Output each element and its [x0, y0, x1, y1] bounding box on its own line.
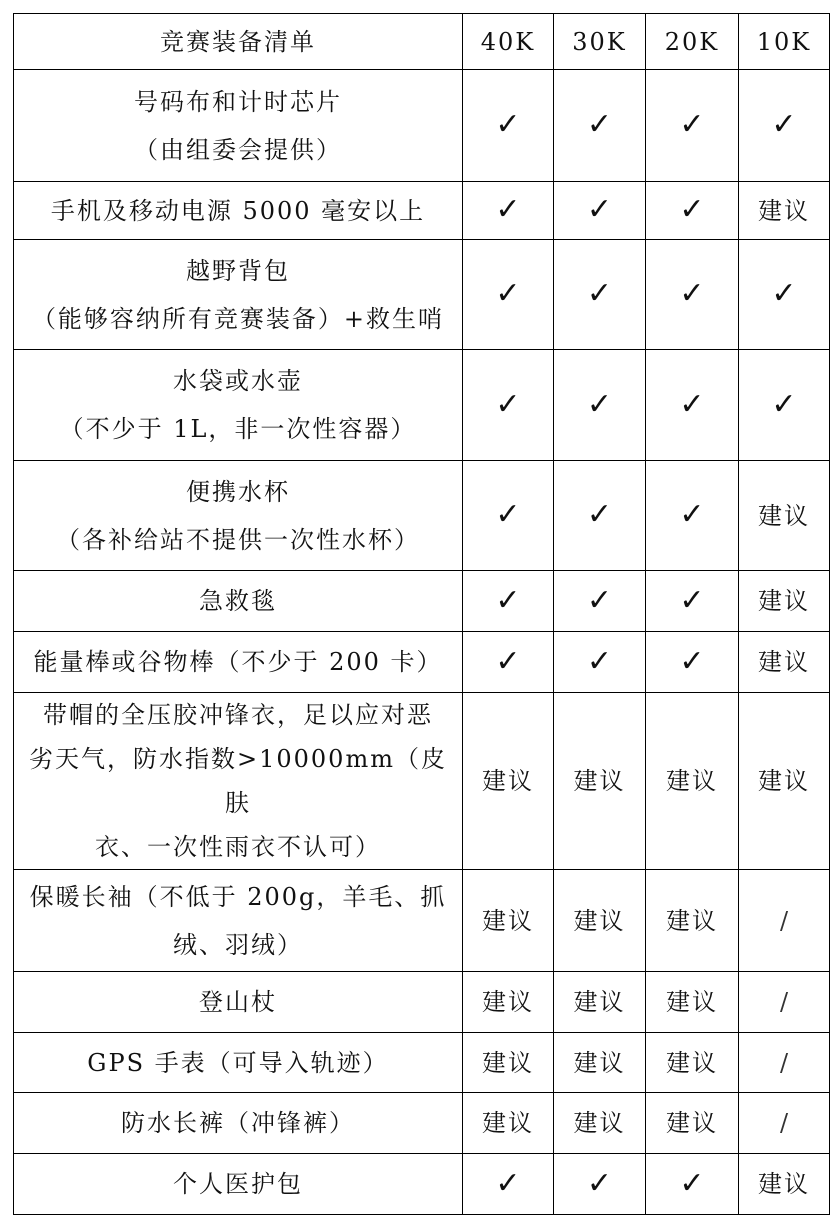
status-cell-10k	[739, 870, 830, 972]
item-name-cell	[14, 1033, 463, 1093]
check-icon: ✓	[679, 1165, 705, 1201]
table-header-row	[14, 14, 830, 70]
item-name-line: 保暖长袖（不低于 200g，羊毛、抓	[29, 882, 447, 911]
equipment-checklist-table	[13, 13, 830, 1215]
check-icon: ✓	[771, 276, 797, 311]
status-cell-10k	[739, 70, 830, 182]
item-name-cell	[14, 182, 463, 240]
status-cell-40k	[463, 972, 554, 1033]
status-cell-20k	[646, 632, 739, 693]
status-cell-40k	[463, 182, 554, 240]
item-name-line: 号码布和计时芯片	[134, 87, 342, 116]
recommended-label: 建议	[758, 1170, 810, 1198]
table-row	[14, 632, 830, 693]
status-cell-40k	[463, 240, 554, 350]
table-body	[14, 14, 830, 1215]
status-cell-10k	[739, 693, 830, 870]
status-cell-30k	[554, 461, 646, 571]
status-cell-40k	[463, 571, 554, 632]
check-icon: ✓	[679, 643, 705, 679]
status-cell-10k	[739, 461, 830, 571]
recommended-label: 建议	[666, 767, 718, 795]
recommended-label: 建议	[482, 1109, 534, 1137]
item-name-line: 衣、一次性雨衣不认可）	[95, 833, 381, 861]
status-cell-30k	[554, 1154, 646, 1215]
header-item-column: 竞赛装备清单	[14, 14, 463, 70]
item-name-line: 急救毯	[199, 587, 277, 615]
check-icon: ✓	[586, 643, 613, 679]
item-name-cell	[14, 1093, 463, 1154]
not-applicable-mark: /	[779, 1048, 789, 1077]
check-icon: ✓	[679, 497, 705, 532]
status-cell-20k	[646, 972, 739, 1033]
table-row	[14, 240, 830, 350]
item-name-line: （由组委会提供）	[134, 135, 342, 164]
item-name-line: 越野背包	[186, 256, 290, 285]
status-cell-30k	[554, 1093, 646, 1154]
recommended-label: 建议	[666, 906, 718, 935]
item-name-line: 个人医护包	[173, 1170, 303, 1198]
recommended-label: 建议	[573, 1109, 626, 1137]
status-cell-10k	[739, 1154, 830, 1215]
table-row	[14, 693, 830, 870]
status-cell-20k	[646, 350, 739, 461]
item-name-line: 登山杖	[199, 988, 277, 1016]
check-icon: ✓	[495, 643, 521, 679]
status-cell-20k	[646, 693, 739, 870]
status-cell-40k	[463, 70, 554, 182]
status-cell-30k	[554, 70, 646, 182]
item-name-line: （能够容纳所有竞赛装备）+救生哨	[31, 304, 445, 333]
status-cell-20k	[646, 182, 739, 240]
status-cell-30k	[554, 240, 646, 350]
not-applicable-mark: /	[779, 906, 789, 935]
status-cell-20k	[646, 1154, 739, 1215]
status-cell-10k	[739, 571, 830, 632]
status-cell-40k	[463, 1093, 554, 1154]
check-icon: ✓	[586, 1165, 613, 1201]
check-icon: ✓	[586, 386, 613, 422]
check-icon: ✓	[586, 192, 613, 227]
check-icon: ✓	[679, 386, 705, 422]
check-icon: ✓	[495, 107, 521, 142]
item-name-cell	[14, 350, 463, 461]
table-row	[14, 182, 830, 240]
recommended-label: 建议	[573, 1048, 626, 1077]
check-icon: ✓	[495, 497, 521, 532]
item-name-line: 水袋或水壶	[173, 367, 303, 395]
status-cell-40k	[463, 461, 554, 571]
item-name-cell	[14, 240, 463, 350]
item-name-line: GPS 手表（可导入轨迹）	[87, 1048, 389, 1077]
table-row	[14, 70, 830, 182]
status-cell-30k	[554, 350, 646, 461]
item-name-line: （各补给站不提供一次性水杯）	[56, 525, 420, 554]
header-30k: 30K	[554, 14, 646, 70]
status-cell-40k	[463, 1154, 554, 1215]
recommended-label: 建议	[666, 1048, 718, 1077]
recommended-label: 建议	[758, 196, 810, 225]
status-cell-10k	[739, 972, 830, 1033]
check-icon: ✓	[586, 582, 613, 618]
status-cell-30k	[554, 182, 646, 240]
header-10k: 10K	[739, 14, 830, 70]
check-icon: ✓	[679, 582, 705, 618]
check-icon: ✓	[586, 107, 613, 142]
item-name-line: 劣天气，防水指数>10000mm（皮肤	[29, 745, 447, 817]
status-cell-20k	[646, 461, 739, 571]
recommended-label: 建议	[482, 906, 534, 935]
status-cell-10k	[739, 632, 830, 693]
item-name-cell	[14, 972, 463, 1033]
table-row	[14, 461, 830, 571]
table-row	[14, 571, 830, 632]
recommended-label: 建议	[758, 648, 810, 676]
check-icon: ✓	[771, 386, 797, 422]
item-name-line: 防水长裤（冲锋裤）	[121, 1109, 355, 1137]
table-row	[14, 1154, 830, 1215]
check-icon: ✓	[679, 192, 705, 227]
table-row	[14, 972, 830, 1033]
status-cell-10k	[739, 182, 830, 240]
status-cell-10k	[739, 350, 830, 461]
header-20k: 20K	[646, 14, 739, 70]
recommended-label: 建议	[573, 988, 626, 1016]
item-name-line: 绒、羽绒）	[173, 930, 303, 959]
check-icon: ✓	[495, 192, 521, 227]
status-cell-40k	[463, 870, 554, 972]
status-cell-40k	[463, 1033, 554, 1093]
recommended-label: 建议	[666, 1109, 718, 1137]
table-row	[14, 1093, 830, 1154]
recommended-label: 建议	[758, 501, 810, 530]
item-name-cell	[14, 632, 463, 693]
status-cell-30k	[554, 632, 646, 693]
check-icon: ✓	[679, 276, 705, 311]
check-icon: ✓	[586, 497, 613, 532]
table-row	[14, 870, 830, 972]
status-cell-10k	[739, 1093, 830, 1154]
recommended-label: 建议	[482, 988, 534, 1016]
item-name-line: 带帽的全压胶冲锋衣，足以应对恶	[43, 701, 433, 729]
status-cell-30k	[554, 1033, 646, 1093]
item-name-cell	[14, 571, 463, 632]
recommended-label: 建议	[758, 587, 810, 615]
check-icon: ✓	[679, 107, 705, 142]
table-row	[14, 350, 830, 461]
status-cell-20k	[646, 1033, 739, 1093]
status-cell-20k	[646, 870, 739, 972]
recommended-label: 建议	[573, 767, 626, 795]
status-cell-20k	[646, 571, 739, 632]
check-icon: ✓	[495, 276, 521, 311]
table-row	[14, 1033, 830, 1093]
status-cell-30k	[554, 972, 646, 1033]
check-icon: ✓	[495, 582, 521, 618]
status-cell-40k	[463, 693, 554, 870]
check-icon: ✓	[495, 386, 521, 422]
status-cell-10k	[739, 1033, 830, 1093]
status-cell-10k	[739, 240, 830, 350]
item-name-cell	[14, 70, 463, 182]
status-cell-40k	[463, 632, 554, 693]
item-name-cell	[14, 1154, 463, 1215]
recommended-label: 建议	[482, 767, 534, 795]
status-cell-20k	[646, 1093, 739, 1154]
recommended-label: 建议	[666, 988, 718, 1016]
item-name-line: （不少于 1L，非一次性容器）	[59, 415, 417, 443]
item-name-cell	[14, 461, 463, 571]
recommended-label: 建议	[482, 1048, 534, 1077]
status-cell-20k	[646, 240, 739, 350]
item-name-cell	[14, 693, 463, 870]
status-cell-30k	[554, 870, 646, 972]
not-applicable-mark: /	[779, 988, 789, 1016]
status-cell-40k	[463, 350, 554, 461]
recommended-label: 建议	[573, 906, 626, 935]
check-icon: ✓	[586, 276, 613, 311]
check-icon: ✓	[771, 107, 797, 142]
header-40k: 40K	[463, 14, 554, 70]
check-icon: ✓	[495, 1165, 521, 1201]
status-cell-30k	[554, 571, 646, 632]
item-name-cell	[14, 870, 463, 972]
item-name-line: 能量棒或谷物棒（不少于 200 卡）	[33, 648, 443, 676]
item-name-line: 便携水杯	[186, 477, 290, 506]
recommended-label: 建议	[758, 767, 810, 795]
not-applicable-mark: /	[779, 1109, 789, 1137]
item-name-line: 手机及移动电源 5000 毫安以上	[50, 196, 426, 225]
status-cell-30k	[554, 693, 646, 870]
status-cell-20k	[646, 70, 739, 182]
